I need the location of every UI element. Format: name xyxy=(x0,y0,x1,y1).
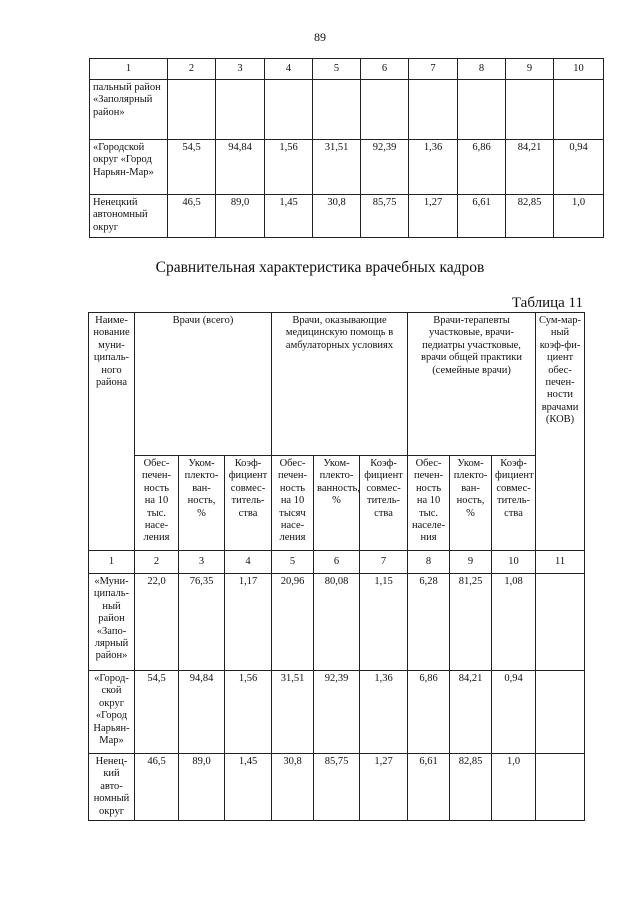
cell: 1,45 xyxy=(265,195,313,238)
cell xyxy=(536,574,585,671)
sub-header: Коэф-фициент совмес-титель-ства xyxy=(360,456,408,551)
column-number: 3 xyxy=(179,551,225,574)
column-number: 3 xyxy=(216,59,265,80)
table-row xyxy=(90,195,604,238)
cell: 85,75 xyxy=(361,195,409,238)
cell xyxy=(506,80,554,140)
column-number: 6 xyxy=(361,59,409,80)
region-name: «Город-ской округ «Город Нарьян-Мар» xyxy=(89,671,135,754)
cell xyxy=(536,671,585,754)
sub-header: Обес-печен-ность на 10 тысяч насе-ления xyxy=(272,456,314,551)
region-name: пальный район «Заполярный район» xyxy=(90,80,168,140)
cell: 54,5 xyxy=(168,140,216,195)
cell: 94,84 xyxy=(179,671,225,754)
cell: 6,86 xyxy=(408,671,450,754)
cell: 6,61 xyxy=(408,754,450,821)
cell: 1,45 xyxy=(225,754,272,821)
cell xyxy=(361,80,409,140)
column-number-row xyxy=(89,551,585,574)
cell: 20,96 xyxy=(272,574,314,671)
column-header-region: Наиме-нование муни-ципаль-ного района xyxy=(89,313,135,551)
cell: 1,56 xyxy=(265,140,313,195)
cell: 46,5 xyxy=(135,754,179,821)
column-number: 10 xyxy=(492,551,536,574)
column-header-kov: Сум-мар-ный коэф-фи-циент обес-печен-ности врачами (КОВ) xyxy=(536,313,585,551)
table-row xyxy=(89,574,585,671)
cell: 46,5 xyxy=(168,195,216,238)
cell xyxy=(536,754,585,821)
cell: 1,36 xyxy=(360,671,408,754)
column-number: 5 xyxy=(313,59,361,80)
cell: 0,94 xyxy=(554,140,604,195)
table-row xyxy=(89,671,585,754)
cell: 82,85 xyxy=(506,195,554,238)
sub-header: Обес-печен-ность на 10 тыс. насе-ления xyxy=(135,456,179,551)
cell: 6,86 xyxy=(458,140,506,195)
group-header: Врачи, оказывающие медицинскую помощь в амбулаторных условиях xyxy=(272,313,408,456)
column-number: 1 xyxy=(90,59,168,80)
column-number: 6 xyxy=(314,551,360,574)
cell: 1,0 xyxy=(492,754,536,821)
cell: 1,08 xyxy=(492,574,536,671)
column-number: 9 xyxy=(450,551,492,574)
cell: 92,39 xyxy=(314,671,360,754)
table-label: Таблица 11 xyxy=(511,295,583,311)
column-number: 5 xyxy=(272,551,314,574)
cell: 81,25 xyxy=(450,574,492,671)
region-name: «Городской округ «Город Нарьян-Мар» xyxy=(90,140,168,195)
cell: 1,17 xyxy=(225,574,272,671)
cell: 31,51 xyxy=(272,671,314,754)
table-continuation xyxy=(89,58,604,238)
cell xyxy=(168,80,216,140)
table-header-row xyxy=(90,59,604,80)
region-name: Ненецкий автономный округ xyxy=(90,195,168,238)
section-title: Сравнительная характеристика врачебных кадров xyxy=(155,259,485,276)
cell xyxy=(216,80,265,140)
cell: 30,8 xyxy=(272,754,314,821)
cell: 22,0 xyxy=(135,574,179,671)
sub-header: Обес-печен-ность на 10 тыс. населе-ния xyxy=(408,456,450,551)
cell: 1,27 xyxy=(360,754,408,821)
column-number: 9 xyxy=(506,59,554,80)
table-row xyxy=(90,80,604,140)
group-header-row xyxy=(89,313,585,456)
cell: 0,94 xyxy=(492,671,536,754)
cell: 1,15 xyxy=(360,574,408,671)
sub-header: Коэф-фициент совмес-титель-ства xyxy=(492,456,536,551)
cell: 82,85 xyxy=(450,754,492,821)
cell xyxy=(458,80,506,140)
cell: 94,84 xyxy=(216,140,265,195)
cell: 89,0 xyxy=(216,195,265,238)
cell xyxy=(265,80,313,140)
group-header: Врачи-терапевты участковые, врачи-педиатры участковые, врачи общей практики (семейные врачи) xyxy=(408,313,536,456)
sub-header-row xyxy=(89,456,585,551)
cell: 6,28 xyxy=(408,574,450,671)
column-number: 2 xyxy=(135,551,179,574)
sub-header: Коэф-фициент совмес-титель-ства xyxy=(225,456,272,551)
cell: 85,75 xyxy=(314,754,360,821)
cell: 1,0 xyxy=(554,195,604,238)
column-number: 4 xyxy=(265,59,313,80)
sub-header: Уком-плекто-ван-ность, % xyxy=(450,456,492,551)
column-number: 7 xyxy=(409,59,458,80)
column-number: 8 xyxy=(408,551,450,574)
cell: 54,5 xyxy=(135,671,179,754)
column-number: 11 xyxy=(536,551,585,574)
cell xyxy=(313,80,361,140)
cell: 1,36 xyxy=(409,140,458,195)
column-number: 8 xyxy=(458,59,506,80)
region-name: «Муни-ципаль-ный район «Запо-лярный район» xyxy=(89,574,135,671)
group-header: Врачи (всего) xyxy=(135,313,272,456)
region-name: Ненец-кий авто-номный округ xyxy=(89,754,135,821)
table-row xyxy=(89,754,585,821)
cell: 84,21 xyxy=(450,671,492,754)
cell: 31,51 xyxy=(313,140,361,195)
physician-staff-table xyxy=(88,312,585,821)
cell: 92,39 xyxy=(361,140,409,195)
sub-header: Уком-плекто-ван-ность, % xyxy=(179,456,225,551)
column-number: 10 xyxy=(554,59,604,80)
cell: 80,08 xyxy=(314,574,360,671)
cell: 30,8 xyxy=(313,195,361,238)
column-number: 2 xyxy=(168,59,216,80)
page-number: 89 xyxy=(314,30,326,44)
column-number: 4 xyxy=(225,551,272,574)
sub-header: Уком-плекто-ванность, % xyxy=(314,456,360,551)
cell: 89,0 xyxy=(179,754,225,821)
cell: 6,61 xyxy=(458,195,506,238)
cell: 76,35 xyxy=(179,574,225,671)
column-number: 1 xyxy=(89,551,135,574)
table-row xyxy=(90,140,604,195)
cell xyxy=(409,80,458,140)
cell: 84,21 xyxy=(506,140,554,195)
column-number: 7 xyxy=(360,551,408,574)
cell: 1,27 xyxy=(409,195,458,238)
cell: 1,56 xyxy=(225,671,272,754)
cell xyxy=(554,80,604,140)
